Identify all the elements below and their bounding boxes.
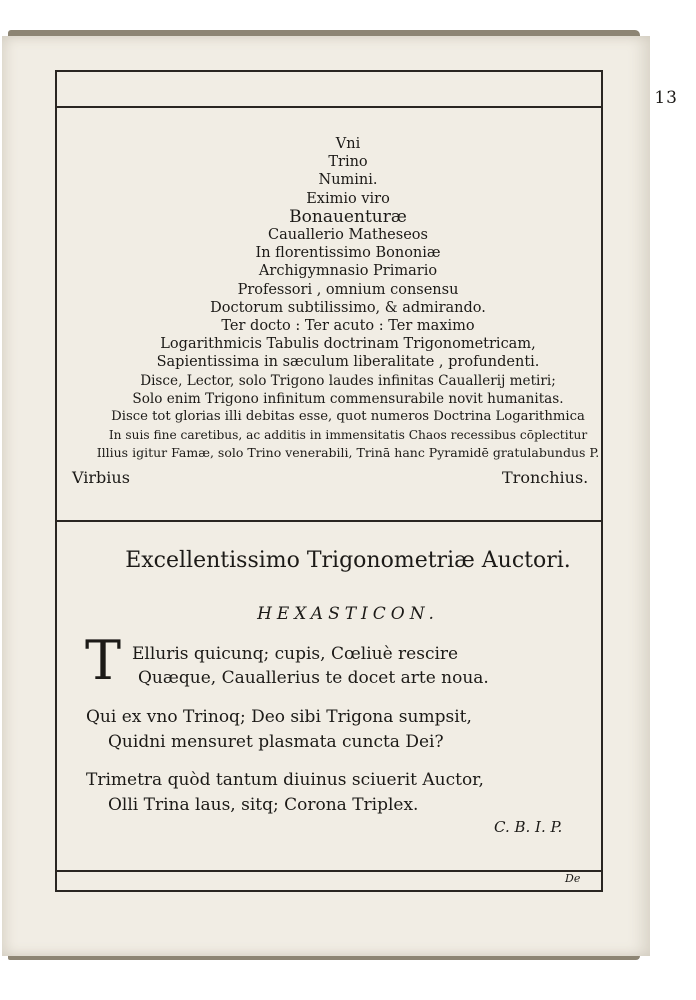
dedication-line: Trino	[328, 154, 368, 171]
dedication-line: Numini.	[318, 172, 378, 189]
poem-title: Excellentissimo Trigonometriæ Auctori.	[125, 548, 571, 573]
section-divider-rule	[55, 520, 603, 522]
dedication-line: Illius igitur Famæ, solo Trino venerabili, Trinā hanc Pyramidē gratulabundus P.	[96, 445, 600, 461]
verse-line: Qui ex vno Trinoq; Deo sibi Trigona sumpsit,	[86, 707, 472, 727]
author-initials: C. B. I. P.	[494, 818, 563, 836]
dedication-line: Logarithmicis Tabulis doctrinam Trigonometricam,	[160, 336, 536, 353]
drop-cap-initial: T	[85, 629, 122, 692]
catchword: De	[565, 872, 581, 885]
dedication-line: Disce, Lector, solo Trigono laudes infinitas Cauallerij metiri;	[140, 372, 556, 389]
dedication-line: Bonauenturæ	[289, 206, 407, 227]
dedication-line: In suis fine caretibus, ac additis in immensitatis Chaos recessibus cōplectitur	[108, 428, 588, 443]
dedication-line: Doctorum subtilissimo, & admirando.	[210, 299, 486, 316]
dedication-line: Disce tot glorias illi debitas esse, quot numeros Doctrina Logarithmica	[111, 409, 585, 425]
verse-line: Elluris quicunq; cupis, Cœliuè rescire	[132, 644, 459, 664]
dedication-line: Vni	[335, 136, 361, 152]
dedication-line: Professori , omnium consensu	[237, 281, 459, 298]
dedication-block	[0, 135, 696, 463]
verse-line: Trimetra quòd tantum diuinus sciuerit Auctor,	[86, 770, 484, 790]
dedication-line: Ter docto : Ter acuto : Ter maximo	[221, 318, 475, 335]
footer-rule	[55, 870, 603, 872]
dedication-line: In florentissimo Bononiæ	[255, 245, 441, 262]
verse-line: Olli Trina laus, sitq; Corona Triplex.	[108, 795, 419, 815]
poem-subtitle: HEXASTICON.	[257, 604, 439, 624]
dedication-line: Eximio viro	[306, 190, 390, 207]
verse-line: Quidni mensuret plasmata cuncta Dei?	[108, 732, 444, 752]
verse-line: Quæque, Cauallerius te docet arte noua.	[138, 668, 489, 688]
signature-last-name: Tronchius.	[502, 468, 589, 487]
signature-first-name: Virbius	[72, 468, 130, 487]
dedication-line: Sapientissima in sæculum liberalitate , profundenti.	[156, 354, 540, 371]
page-number: 13	[654, 88, 678, 108]
dedication-line: Solo enim Trigono infinitum commensurabile novit humanitas.	[132, 390, 564, 407]
dedication-line: Cauallerio Matheseos	[268, 227, 428, 244]
dedication-line: Archigymnasio Primario	[258, 263, 438, 280]
header-rule	[55, 106, 603, 108]
